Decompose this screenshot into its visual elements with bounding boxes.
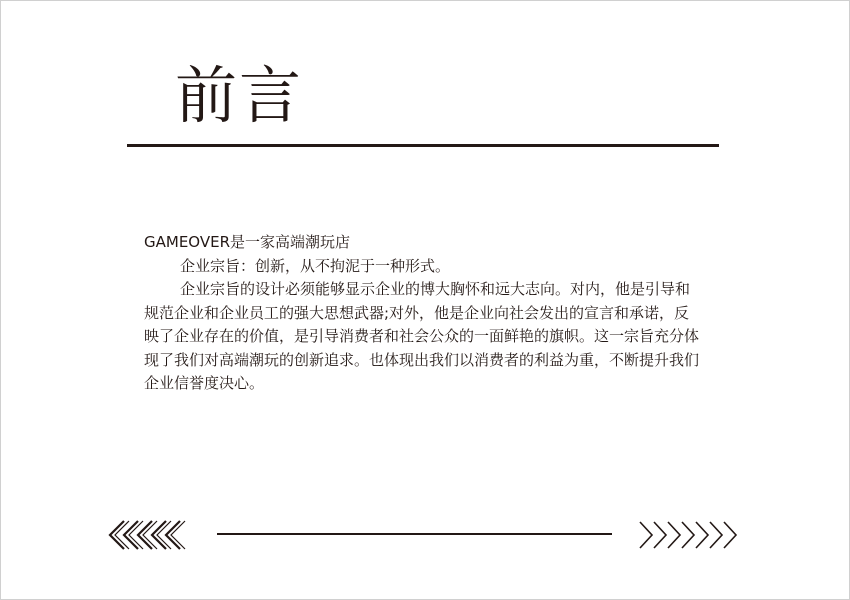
body-text <box>144 231 704 396</box>
paragraph-intro: GAMEOVER是一家高端潮玩店 <box>144 233 351 251</box>
chevrons-right-icon <box>637 518 742 552</box>
page-title: 前言 <box>175 59 304 132</box>
paragraph-description: 企业宗旨的设计必须能够显示企业的博大胸怀和远大志向。对内，他是引导和规范企业和企业员工的强大思想武器;对外，他是企业向社会发出的宣言和承诺，反映了企业存在的价值，是引导消费者和社会公众的一面鲜艳的旗帜。这一宗旨充分体现了我们对高端潮玩的创新追求。也体现出我们以消费者的利益为重，不断提升我们企业信誉度决心。 <box>144 280 700 392</box>
paragraph-mission: 企业宗旨：创新，从不拘泥于一种形式。 <box>180 256 451 275</box>
title-underline <box>127 144 719 147</box>
chevrons-left-icon <box>105 518 190 552</box>
bottom-divider <box>217 533 612 535</box>
